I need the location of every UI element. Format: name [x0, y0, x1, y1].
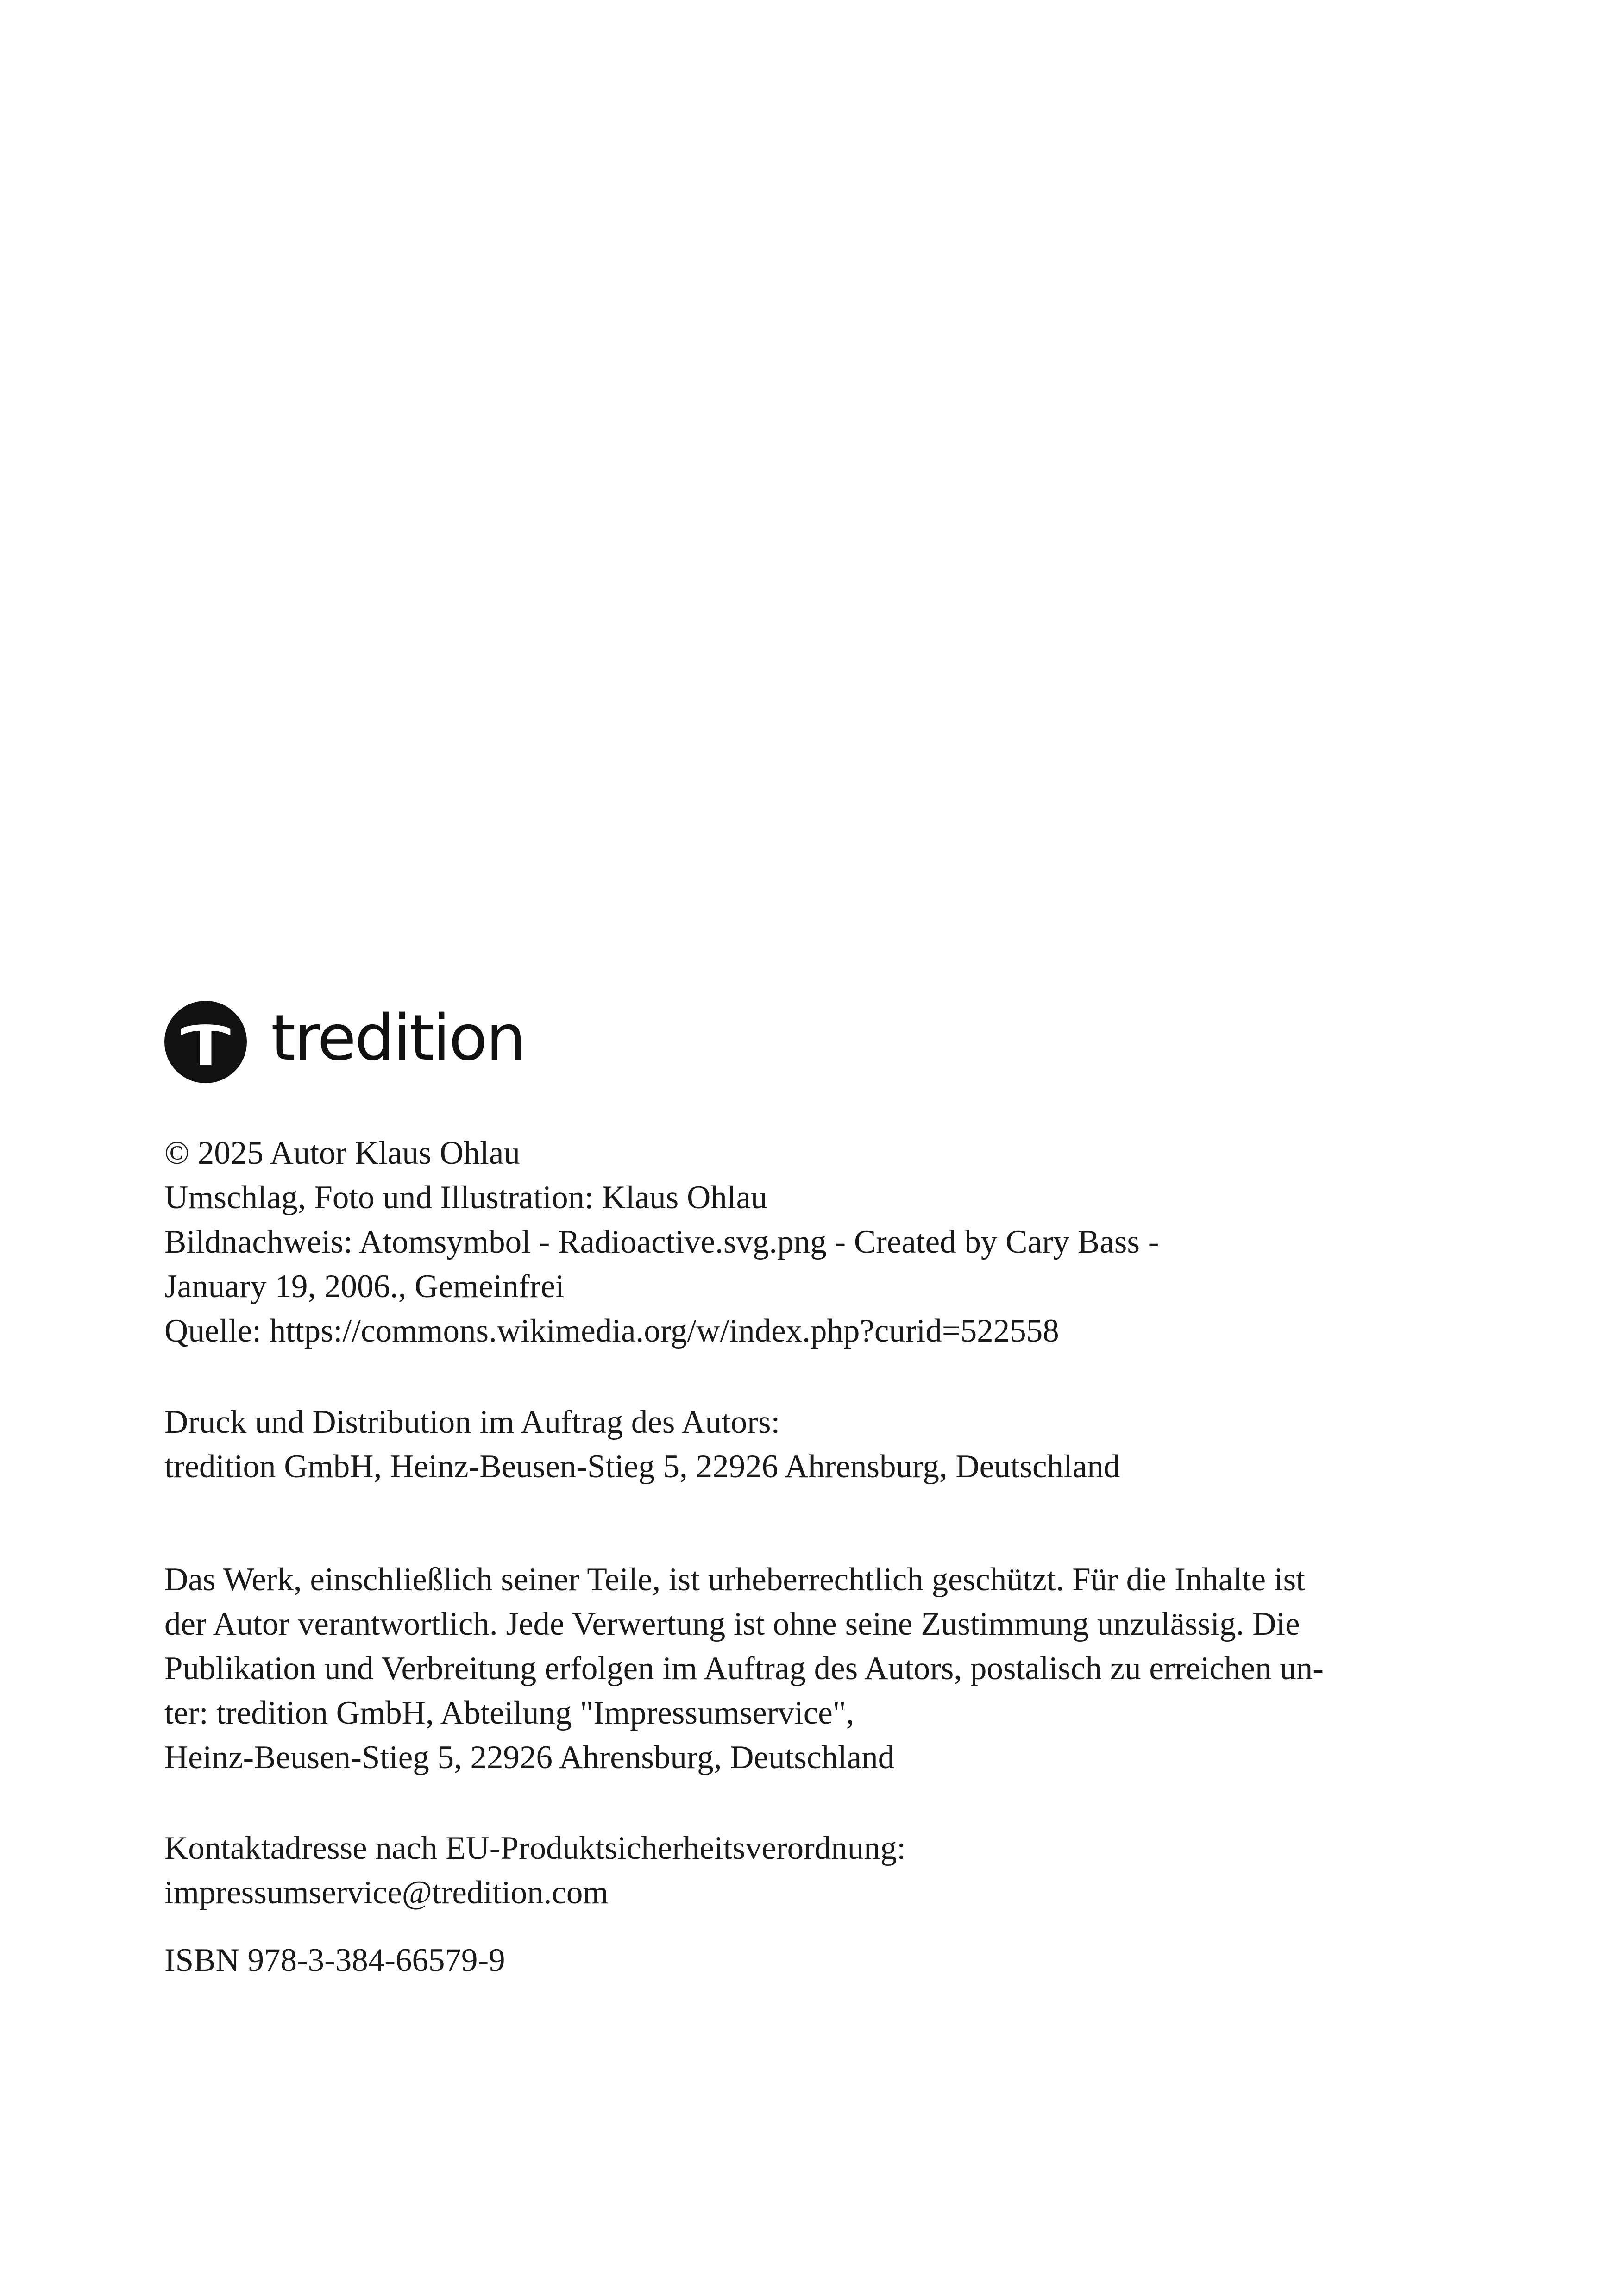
image-source-line: Quelle: https://commons.wikimedia.org/w/index.php?curid=522558	[164, 1313, 1059, 1349]
distribution-heading: Druck und Distribution im Auftrag des Autors:	[164, 1404, 780, 1440]
contact-heading: Kontaktadresse nach EU-Produktsicherheitsverordnung:	[164, 1830, 906, 1866]
cover-credit-line: Umschlag, Foto und Illustration: Klaus Ohlau	[164, 1179, 767, 1216]
publisher-logo	[164, 1000, 525, 1084]
copyright-line: © 2025 Autor Klaus Ohlau	[164, 1135, 520, 1171]
logo-wordmark: tredition	[271, 1002, 525, 1075]
legal-line: Das Werk, einschließlich seiner Teile, ist urheberrechtlich geschützt. Für die Inhalte ist	[164, 1562, 1306, 1598]
legal-line: der Autor verantwortlich. Jede Verwertung ist ohne seine Zustimmung unzulässig. Die	[164, 1606, 1300, 1642]
legal-line: Heinz-Beusen-Stieg 5, 22926 Ahrensburg, Deutschland	[164, 1739, 895, 1775]
legal-line: ter: tredition GmbH, Abteilung "Impressumservice",	[164, 1695, 854, 1731]
isbn-number: ISBN 978-3-384-66579-9	[164, 1942, 505, 1978]
image-credit-line: Bildnachweis: Atomsymbol - Radioactive.svg.png - Created by Cary Bass -	[164, 1224, 1159, 1260]
tredition-logo-icon	[164, 1001, 247, 1083]
contact-email: impressumservice@tredition.com	[164, 1875, 609, 1911]
legal-line: Publikation und Verbreitung erfolgen im Auftrag des Autors, postalisch zu erreichen un-	[164, 1650, 1324, 1687]
image-credit-date-line: January 19, 2006., Gemeinfrei	[164, 1268, 565, 1305]
legal-notice-block	[164, 1557, 1461, 1780]
distribution-address: tredition GmbH, Heinz-Beusen-Stieg 5, 22926 Ahrensburg, Deutschland	[164, 1449, 1120, 1485]
copyright-block	[164, 1131, 1461, 1353]
distribution-block	[164, 1400, 1461, 1489]
isbn-block	[164, 1938, 1461, 1982]
contact-block	[164, 1826, 1461, 1915]
